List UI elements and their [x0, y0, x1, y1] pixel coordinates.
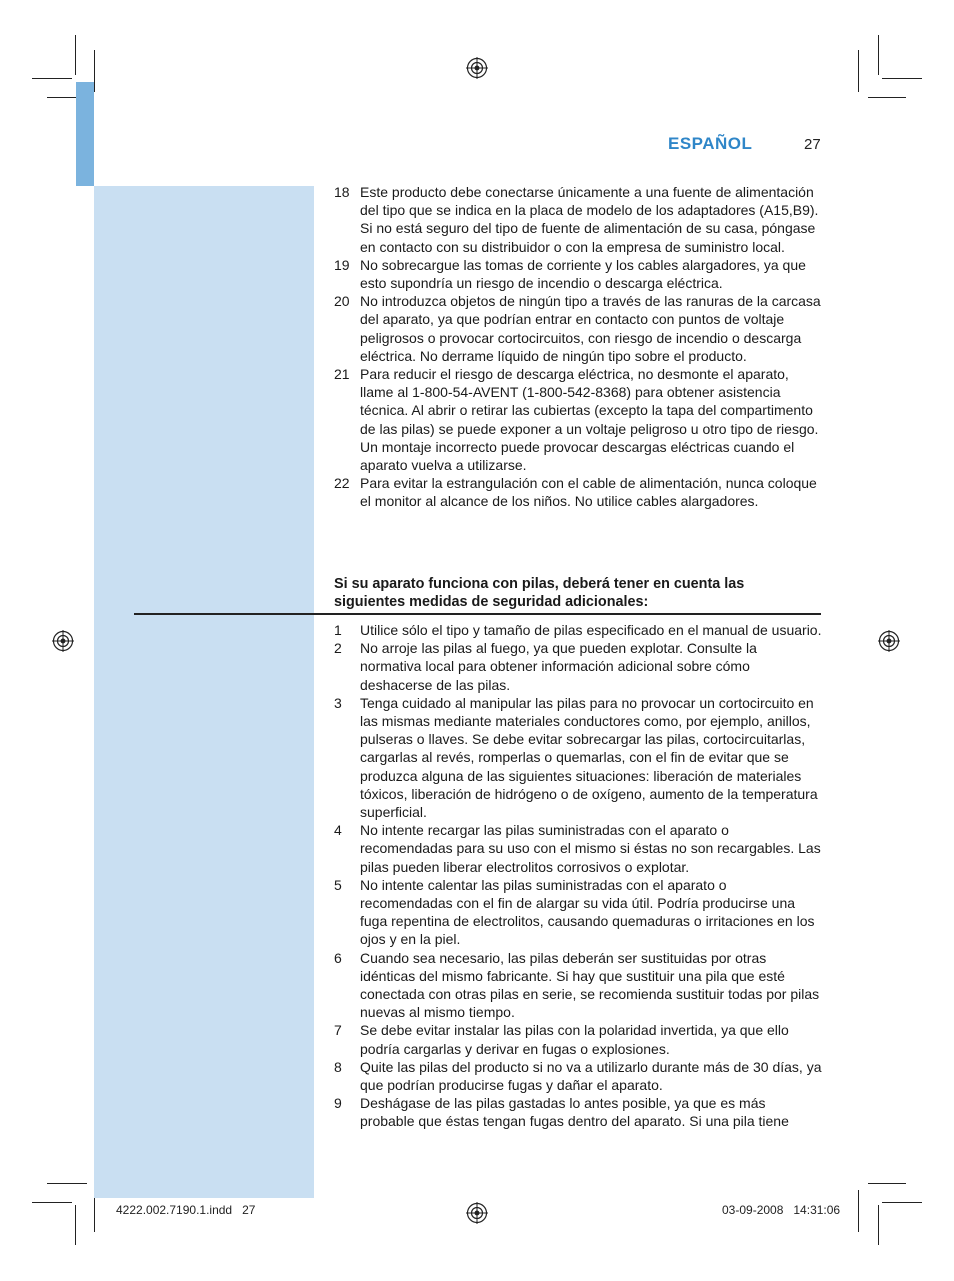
list-item-text: No sobrecargue las tomas de corriente y los cables alargadores, ya que esto supondría un riesgo de incendio o descarga eléctrica.: [360, 256, 806, 292]
list-item-text: Este producto debe conectarse únicamente a una fuente de alimentación del tipo que se indica en la placa de modelo de los adaptadores (A15,B9). Si no está seguro del tipo de fuente de alimentación de su casa, póngase en contacto con su distribuidor o con la empresa de suministro local.: [360, 184, 819, 255]
page-number: 27: [804, 136, 821, 153]
list-item-number: 7: [334, 1022, 342, 1039]
crop-mark: [47, 1183, 87, 1184]
crop-mark: [858, 1190, 859, 1232]
crop-mark: [878, 35, 879, 75]
list-item: [334, 639, 822, 694]
list-item: [334, 256, 822, 292]
list-item-text: Deshágase de las pilas gastadas lo antes posible, ya que es más probable que éstas tengan fugas dentro del aparato. Si una pila tiene: [360, 1095, 789, 1130]
language-tab-marker: [76, 82, 94, 186]
list-item: [334, 292, 822, 365]
crop-mark: [868, 1183, 906, 1184]
list-item: [334, 1094, 822, 1130]
footer-datetime: 03-09-2008 14:31:06: [722, 1203, 841, 1217]
safety-list-batteries: [334, 621, 822, 1131]
list-item-number: 4: [334, 822, 342, 839]
list-item: [334, 474, 822, 510]
crop-mark: [882, 1202, 922, 1203]
section-language-title: ESPAÑOL: [668, 134, 753, 153]
list-item-number: 20: [334, 293, 350, 310]
footer-file-info: 4222.002.7190.1.indd 27: [116, 1203, 256, 1217]
crop-mark: [75, 1205, 76, 1245]
list-item: [334, 621, 822, 639]
list-item-number: 9: [334, 1095, 342, 1112]
list-item-text: No intente recargar las pilas suministradas con el aparato o recomendadas para su uso con el mismo si éstas no son recargables. Las pilas pueden liberar electrolitos corrosivos o explotar.: [360, 822, 821, 875]
registration-mark-icon: [878, 630, 900, 652]
list-item: [334, 1058, 822, 1094]
sidebar-column: [94, 186, 314, 1198]
list-item-number: 18: [334, 184, 350, 200]
list-item-number: 1: [334, 622, 342, 638]
crop-mark: [94, 50, 95, 92]
registration-mark-icon: [466, 57, 488, 79]
list-item-number: 5: [334, 876, 342, 893]
list-item-text: No arroje las pilas al fuego, ya que pueden explotar. Consulte la normativa local para obtener información adicional sobre cómo deshacerse de las pilas.: [360, 640, 757, 693]
list-item-number: 21: [334, 366, 350, 383]
list-item-text: No intente calentar las pilas suministradas con el aparato o recomendadas con el fin de alargar su vida útil. Podría producirse una fuga repentina de electrolitos, causando quemaduras o irritaciones en los ojos y en la piel.: [360, 876, 815, 948]
list-item-number: 2: [334, 640, 342, 657]
crop-mark: [868, 97, 906, 98]
crop-mark: [32, 78, 72, 79]
safety-list-general: [334, 183, 822, 511]
list-item: [334, 365, 822, 474]
list-item-text: Para reducir el riesgo de descarga eléctrica, no desmonte el aparato, llame al 1-800-54-AVENT (1-800-542-8368) para obtener asistencia técnica. Al abrir o retirar las cubiertas (excepto la tapa del compartimento de las pilas) se puede exponer a un voltaje peligroso u otro tipo de riesgo. Un montaje incorrecto puede provocar descargas eléctricas cuando el aparato vuelva a utilizarse.: [360, 366, 819, 474]
registration-mark-icon: [52, 630, 74, 652]
list-item-text: Tenga cuidado al manipular las pilas para no provocar un cortocircuito en las mismas mediante materiales conductores como, por ejemplo, anillos, pulseras o llaves. Se debe evitar sobrecargar las pilas, cortocircuitarlas, cargarlas al revés, romperlas o quemarlas, con el fin de evitar que se produzca alguna de las siguientes situaciones: liberación de materiales tóxicos, liberación de hidrógeno o de oxígeno, aumento de la temperatura superficial.: [360, 694, 818, 821]
section-divider: [134, 613, 821, 615]
list-item: [334, 821, 822, 876]
battery-warning-heading: Si su aparato funciona con pilas, deberá tener en cuenta las siguientes medidas de seguridad adicionales:: [334, 576, 745, 611]
list-item-text: No introduzca objetos de ningún tipo a través de las ranuras de la carcasa del aparato, ya que podrían entrar en contacto con puntos de voltaje peligrosos o provocar cortocircuitos, con riesgo de incendio o descarga eléctrica. No derrame líquido de ningún tipo sobre el producto.: [360, 293, 821, 364]
list-item: [334, 876, 822, 949]
list-item: [334, 949, 822, 1022]
crop-mark: [75, 35, 76, 75]
list-item: [334, 694, 822, 821]
crop-mark: [32, 1202, 72, 1203]
list-item-number: 8: [334, 1058, 342, 1075]
crop-mark: [878, 1205, 879, 1245]
registration-mark-icon: [466, 1202, 488, 1224]
list-item-number: 3: [334, 694, 342, 711]
list-item-number: 19: [334, 256, 350, 273]
list-item: [334, 1021, 822, 1057]
list-item: [334, 183, 822, 256]
list-item-text: Quite las pilas del producto si no va a utilizarlo durante más de 30 días, ya que podrían producirse fugas y dañar el aparato.: [360, 1058, 822, 1094]
list-item-text: Utilice sólo el tipo y tamaño de pilas especificado en el manual de usuario.: [360, 622, 822, 638]
list-item-number: 22: [334, 475, 350, 492]
crop-mark: [858, 50, 859, 92]
list-item-text: Para evitar la estrangulación con el cable de alimentación, nunca coloque el monitor al alcance de los niños. No utilice cables alargadores.: [360, 475, 817, 510]
list-item-number: 6: [334, 949, 342, 966]
list-item-text: Se debe evitar instalar las pilas con la polaridad invertida, ya que ello podría cargarlas y derivar en fugas o explosiones.: [360, 1022, 789, 1057]
list-item-text: Cuando sea necesario, las pilas deberán ser sustituidas por otras idénticas del mismo fabricante. Si hay que sustituir una pila que esté conectada con otras pilas en serie, se recomienda sustituir todas por pilas nuevas al mismo tiempo.: [360, 949, 820, 1021]
crop-mark: [882, 78, 922, 79]
